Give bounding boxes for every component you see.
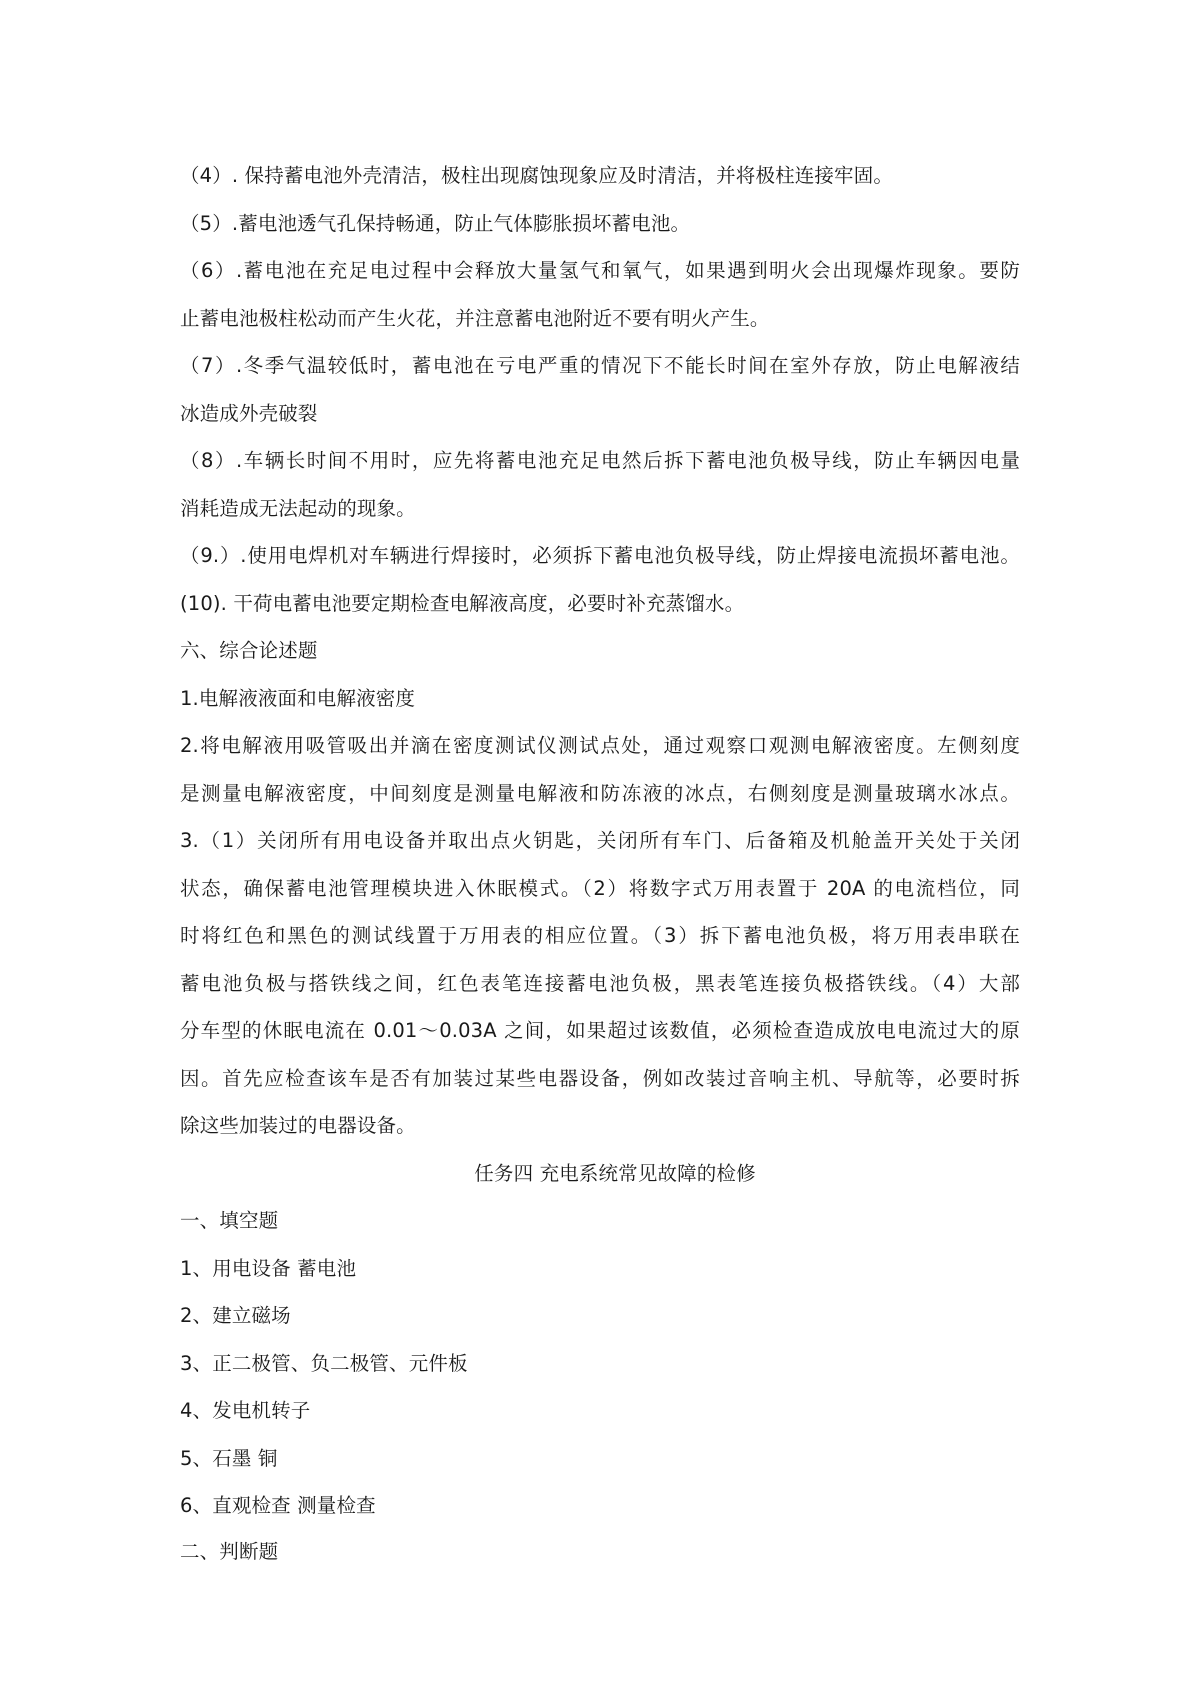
answer-line: 4、发电机转子	[180, 1399, 311, 1422]
section-heading: 二、判断题	[180, 1539, 279, 1563]
text-line: （5）.蓄电池透气孔保持畅通，防止气体膨胀损坏蓄电池。	[180, 211, 691, 235]
text-line: （9.）.使用电焊机对车辆进行焊接时，必须拆下蓄电池负极导线，防止焊接电流损坏蓄电池。	[180, 544, 1020, 567]
section-heading: 六、综合论述题	[180, 639, 318, 662]
document-body	[180, 152, 1020, 1575]
text-line: 除这些加装过的电器设备。	[180, 1114, 416, 1137]
section-title: 任务四 充电系统常见故障的检修	[474, 1161, 756, 1185]
answer-line: 1、用电设备 蓄电池	[180, 1256, 357, 1280]
text-line: 蓄电池负极与搭铁线之间，红色表笔连接蓄电池负极，黑表笔连接负极搭铁线。（4）大部	[180, 971, 1020, 995]
text-line: 因。首先应检查该车是否有加装过某些电器设备，例如改装过音响主机、导航等，必要时拆	[180, 1066, 1020, 1090]
text-line: 时将红色和黑色的测试线置于万用表的相应位置。（3）拆下蓄电池负极，将万用表串联在	[180, 924, 1020, 947]
answer-line: 6、直观检查 测量检查	[180, 1494, 376, 1517]
text-line: 分车型的休眠电流在 0.01～0.03A 之间，如果超过该数值，必须检查造成放电电流过大的原	[180, 1019, 1020, 1042]
text-line: 3.（1）关闭所有用电设备并取出点火钥匙，关闭所有车门、后备箱及机舱盖开关处于关闭	[180, 829, 1020, 852]
text-line: 是测量电解液密度，中间刻度是测量电解液和防冻液的冰点，右侧刻度是测量玻璃水冰点。	[180, 781, 1020, 805]
text-line: 状态，确保蓄电池管理模块进入休眠模式。（2）将数字式万用表置于 20A 的电流档位，同	[180, 876, 1020, 900]
text-line: 消耗造成无法起动的现象。	[180, 496, 416, 520]
text-line: （6）.蓄电池在充足电过程中会释放大量氢气和氧气，如果遇到明火会出现爆炸现象。要防	[180, 259, 1020, 282]
text-line: 冰造成外壳破裂	[180, 401, 318, 425]
text-line: (10). 干荷电蓄电池要定期检查电解液高度，必要时补充蒸馏水。	[180, 591, 745, 615]
text-line: （4）. 保持蓄电池外壳清洁，极柱出现腐蚀现象应及时清洁，并将极柱连接牢固。	[180, 164, 894, 187]
text-line: 1.电解液液面和电解液密度	[180, 686, 416, 710]
section-heading: 一、填空题	[180, 1209, 279, 1232]
text-line: （7）.冬季气温较低时，蓄电池在亏电严重的情况下不能长时间在室外存放，防止电解液结	[180, 354, 1020, 377]
text-line: 2.将电解液用吸管吸出并滴在密度测试仪测试点处，通过观察口观测电解液密度。左侧刻度	[180, 734, 1020, 757]
answer-line: 2、建立磁场	[180, 1304, 291, 1327]
answer-line: 3、正二极管、负二极管、元件板	[180, 1351, 468, 1375]
answer-line: 5、石墨 铜	[180, 1446, 278, 1470]
text-line: 止蓄电池极柱松动而产生火花，并注意蓄电池附近不要有明火产生。	[180, 306, 770, 330]
text-line: （8）.车辆长时间不用时，应先将蓄电池充足电然后拆下蓄电池负极导线，防止车辆因电量	[180, 449, 1020, 472]
